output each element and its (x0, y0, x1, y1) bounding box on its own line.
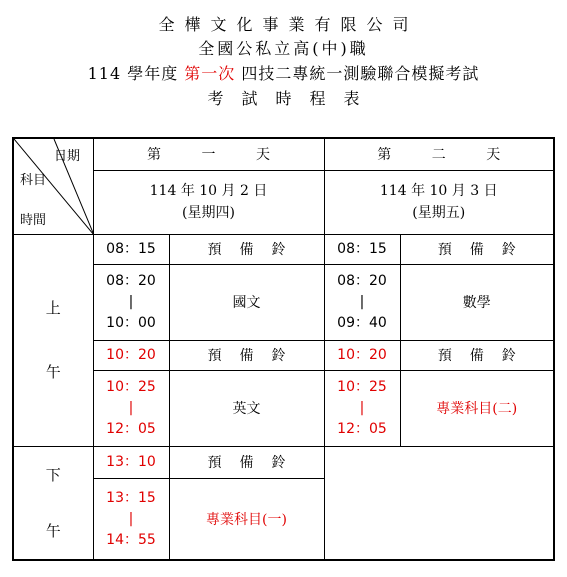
time-label: 時間 (20, 213, 47, 228)
d1-subject-major1: 專業科目(一) (169, 478, 324, 559)
d2-time-0815: 08：15 (324, 234, 400, 264)
d2-subject-math: 數學 (400, 264, 554, 340)
schedule-title: 考試時程表 (207, 89, 378, 108)
day1-date (93, 170, 324, 234)
date-label: 日期 (54, 149, 81, 164)
day2-title: 第 二 天 (324, 138, 554, 170)
d1-time-1020: 10：20 (93, 340, 169, 370)
day1-weekday: (星期四) (182, 205, 235, 221)
period-afternoon (13, 446, 93, 560)
schedule-table (12, 137, 555, 561)
d1-range-3: 13：15 | 14：55 (93, 478, 169, 559)
d1-range-1: 08：20 | 10：00 (93, 264, 169, 340)
exam-round: 第一次 (184, 64, 236, 83)
day2-weekday: (星期五) (412, 205, 466, 221)
d2-bell-1: 預備鈴 (400, 234, 554, 264)
period-afternoon-2: 午 (45, 521, 61, 540)
day2-date-text: 114 年 10 月 3 日 (379, 183, 498, 199)
subject-label: 科目 (20, 173, 47, 188)
d1-subject-english: 英文 (169, 370, 324, 446)
d1-subject-chinese: 國文 (169, 264, 324, 340)
day2-date (324, 170, 554, 234)
d2-time-1020: 10：20 (324, 340, 400, 370)
d1-time-0815: 08：15 (93, 234, 169, 264)
period-morning-1: 上 (45, 299, 61, 317)
exam-prefix: 114 學年度 (87, 64, 185, 83)
d1-bell-2: 預備鈴 (169, 340, 324, 370)
day1-title: 第 一 天 (93, 138, 324, 170)
d1-bell-3: 預備鈴 (169, 446, 324, 478)
d1-bell-1: 預備鈴 (169, 234, 324, 264)
d2-bell-2: 預備鈴 (400, 340, 554, 370)
school-line: 全國公私立高(中)職 (198, 39, 369, 58)
corner-cell (13, 138, 93, 234)
d1-range-2: 10：25 | 12：05 (93, 370, 169, 446)
company-name: 全樺文化事業有限公司 (158, 15, 419, 34)
d2-range-1: 08：20 | 09：40 (324, 264, 400, 340)
period-morning (13, 234, 93, 446)
d2-range-2: 10：25 | 12：05 (324, 370, 400, 446)
d1-time-1310: 13：10 (93, 446, 169, 478)
period-morning-2: 午 (45, 363, 61, 381)
period-afternoon-1: 下 (45, 465, 61, 484)
exam-suffix: 四技二專統一測驗聯合模擬考試 (235, 64, 480, 83)
d2-subject-major2: 專業科目(二) (400, 370, 554, 446)
day1-date-text: 114 年 10 月 2 日 (149, 183, 268, 199)
exam-title (0, 61, 567, 84)
d2-afternoon-empty (324, 446, 554, 560)
